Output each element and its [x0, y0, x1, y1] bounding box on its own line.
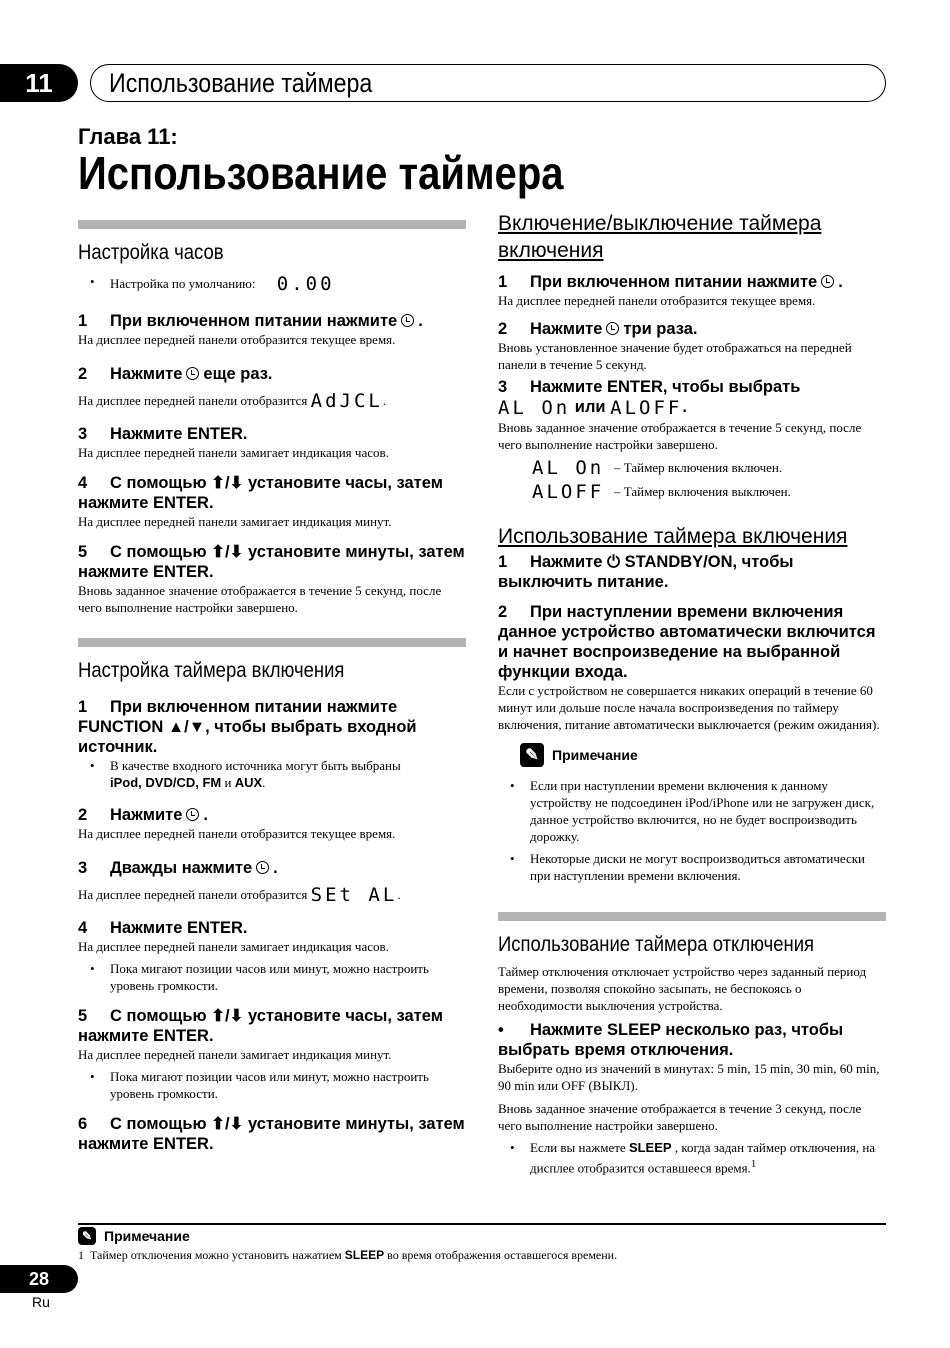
- lcd-al-on: AL On: [498, 397, 571, 419]
- text: – Таймер включения включен.: [614, 460, 783, 475]
- lcd-al-off: ALOFF: [610, 397, 683, 419]
- step-text: С помощью ⬆/⬇ установите часы, затем нажмите ENTER.: [78, 474, 443, 512]
- note-item-2: • Некоторые диски не могут воспроизводиться автоматически при наступлении времени включения.: [498, 850, 886, 884]
- step-text: С помощью ⬆/⬇ установите минуты, затем нажмите ENTER.: [78, 543, 465, 581]
- text: На дисплее передней панели отобразится: [78, 393, 308, 408]
- clock-step-1: 1 При включенном питании нажмите .: [78, 312, 423, 330]
- section-divider: [498, 912, 886, 921]
- step-text: или: [574, 398, 606, 416]
- clock-icon: [401, 314, 414, 327]
- step-text: STANDBY/ON, чтобы выключить питание.: [498, 553, 794, 591]
- wake-step-6: 6 С помощью ⬆/⬇ установите минуты, затем нажмите ENTER.: [78, 1115, 465, 1153]
- wake-step-5-text: На дисплее передней панели замигает индикация минут.: [78, 1047, 392, 1062]
- section-title-onoff: Включение/выключение таймера включения: [498, 212, 822, 262]
- clock-step-5-text: Вновь заданное значение отображается в течение 5 секунд, после чего выполнение настройки завершено.: [78, 583, 442, 615]
- sleep-bullet: [498, 1139, 886, 1176]
- lcd-default: 0.00: [276, 273, 335, 295]
- clock-step-5: 5 С помощью ⬆/⬇ установите минуты, затем нажмите ENTER.: [78, 543, 465, 581]
- footer-rule: [78, 1223, 886, 1225]
- text: На дисплее передней панели отобразится: [78, 887, 308, 902]
- onoff-step-2: 2 Нажмите три раза.: [498, 320, 698, 338]
- clock-step-4: 4 С помощью ⬆/⬇ установите часы, затем нажмите ENTER.: [78, 474, 443, 512]
- step-text: еще раз.: [203, 365, 273, 383]
- wake-step-2-text: На дисплее передней панели отобразится текущее время.: [78, 826, 396, 841]
- onoff-off-row: [498, 481, 886, 503]
- step-text: Нажмите ENTER.: [110, 425, 248, 443]
- wake-step-4-text: На дисплее передней панели замигает индикация часов.: [78, 939, 389, 954]
- text: 1: [78, 1248, 84, 1262]
- onoff-step-3-text: Вновь заданное значение отображается в течение 5 секунд, после чего выполнение настройки завершено.: [498, 420, 862, 452]
- section-divider: [78, 638, 466, 647]
- text: во время отображения оставшегося времени.: [387, 1248, 618, 1262]
- sleep-text-2: Вновь заданное значение отображается в течение 3 секунд, после чего выполнение настройки завершено.: [498, 1101, 862, 1133]
- wake-step-3: 3 Дважды нажмите .: [78, 859, 278, 877]
- right-column: [498, 210, 886, 1176]
- step-text: Нажмите ENTER.: [110, 919, 248, 937]
- onoff-step-3: 3 Нажмите ENTER, чтобы выбрать AL On или ALOFF.: [498, 378, 801, 419]
- text: SLEEP: [344, 1248, 385, 1262]
- note-header: [520, 743, 886, 767]
- text: и: [224, 775, 232, 790]
- step-text: Дважды нажмите: [110, 859, 253, 877]
- onoff-step-1-text: На дисплее передней панели отобразится текущее время.: [498, 293, 816, 308]
- wake-step-5-bullet: • Пока мигают позиции часов или минут, можно настроить уровень громкости.: [78, 1068, 466, 1102]
- footnote-ref: 1: [750, 1158, 757, 1170]
- lcd-setal: SEt AL: [310, 884, 398, 906]
- section-title-sleep: Использование таймера отключения: [498, 933, 815, 956]
- note-label: Примечание: [104, 1228, 190, 1244]
- step-text: При включенном питании нажмите: [110, 312, 398, 330]
- sleep-step: • Нажмите SLEEP несколько раз, чтобы выбрать время отключения.: [498, 1021, 844, 1059]
- step-text: Нажмите: [530, 320, 603, 338]
- step-text: Нажмите: [110, 365, 183, 383]
- chapter-label: Глава 11:: [78, 124, 178, 149]
- clock-step-3-text: На дисплее передней панели замигает индикация часов.: [78, 445, 389, 460]
- text: – Таймер включения выключен.: [614, 484, 791, 499]
- wake-step-4-bullet: • Пока мигают позиции часов или минут, можно настроить уровень громкости.: [78, 960, 466, 994]
- section-title-wake: Настройка таймера включения: [78, 659, 345, 682]
- step-text: Нажмите: [110, 806, 183, 824]
- section-divider: [78, 220, 466, 229]
- clock-icon: [186, 367, 199, 380]
- clock-step-2-text: На дисплее передней панели отобразится AdJCL.: [78, 390, 387, 412]
- page-number: 28: [0, 1265, 78, 1293]
- chapter-number: 11: [25, 67, 53, 98]
- step-text: При наступлении времени включения данное устройство автоматически включится и начнет воспроизведение на выбранной функции входа.: [498, 603, 876, 681]
- step-text: Нажмите ENTER, чтобы выбрать: [530, 378, 801, 396]
- section-title-use: Использование таймера включения: [498, 525, 848, 548]
- text: SLEEP: [628, 1140, 672, 1155]
- clock-icon: [186, 808, 199, 821]
- clock-icon: [256, 861, 269, 874]
- step-text: С помощью ⬆/⬇ установите минуты, затем нажмите ENTER.: [78, 1115, 465, 1153]
- chapter-header-title: Использование таймера: [109, 67, 373, 98]
- onoff-step-2-text: Вновь установленное значение будет отображаться на передней панели в течение 5 секунд.: [498, 340, 852, 372]
- clock-icon: [606, 322, 619, 335]
- page-title: Использование таймера: [78, 147, 564, 199]
- power-icon: ⏻: [607, 553, 621, 571]
- note-pencil-icon: ✎: [78, 1227, 96, 1245]
- onoff-step-1: 1 При включенном питании нажмите .: [498, 273, 843, 291]
- note-pencil-icon: ✎: [520, 743, 544, 767]
- wake-step-1-bullet: • В качестве входного источника могут быть выбраны iPod, DVD/CD, FM и AUX.: [78, 757, 466, 791]
- step-text: Нажмите: [530, 553, 603, 571]
- text: AUX: [234, 775, 263, 790]
- text: Таймер отключения можно установить нажатием: [90, 1248, 342, 1262]
- clock-step-4-text: На дисплее передней панели замигает индикация минут.: [78, 514, 392, 529]
- section-title-clock: Настройка часов: [78, 241, 224, 264]
- use-step-2: 2 При наступлении времени включения данное устройство автоматически включится и начнет воспроизведение на выбранной функции входа.: [498, 603, 876, 681]
- left-column: [78, 220, 466, 1154]
- sleep-text-1: Выберите одно из значений в минутах: 5 min, 15 min, 30 min, 60 min, 90 min или OFF (ВЫКЛ).: [498, 1061, 880, 1093]
- step-text: При включенном питании нажмите FUNCTION ▲/▼, чтобы выбрать входной источник.: [78, 698, 417, 756]
- default-setting: [78, 273, 466, 295]
- wake-step-1: 1 При включенном питании нажмите FUNCTION ▲/▼, чтобы выбрать входной источник.: [78, 698, 417, 756]
- use-step-2-text: Если с устройством не совершается никаких операций в течение 60 минут или дольше после начала воспроизведения по таймеру включения, питание автоматически выключается (режим ожидания).: [498, 683, 880, 732]
- lcd-al-off: ALOFF: [532, 481, 605, 503]
- step-text: три раза.: [623, 320, 698, 338]
- note-item-1: • Если при наступлении времени включения к данному устройству не подсоединен iPod/iPhone или не загружен диск, данное устройство включится, но не будет воспроизводить дорожку.: [498, 777, 886, 845]
- text: , когда задан таймер отключения, на дисплее отобразится оставшееся время.: [530, 1140, 876, 1176]
- sleep-intro: Таймер отключения отключает устройство через заданный период времени, позволяя спокойно засыпать, не беспокоясь о необходимости выключения устройства.: [498, 964, 867, 1013]
- text: Если вы нажмете: [530, 1140, 626, 1155]
- step-text: С помощью ⬆/⬇ установите часы, затем нажмите ENTER.: [78, 1007, 443, 1045]
- step-text: Нажмите SLEEP несколько раз, чтобы выбрать время отключения.: [498, 1021, 844, 1059]
- clock-step-2: 2 Нажмите еще раз.: [78, 365, 273, 383]
- chapter-number-tab: [0, 64, 78, 102]
- wake-step-4: 4 Нажмите ENTER.: [78, 919, 248, 937]
- clock-step-1-text: На дисплее передней панели отобразится текущее время.: [78, 332, 396, 347]
- wake-step-5: 5 С помощью ⬆/⬇ установите часы, затем нажмите ENTER.: [78, 1007, 443, 1045]
- step-text: При включенном питании нажмите: [530, 273, 818, 291]
- clock-step-3: 3 Нажмите ENTER.: [78, 425, 248, 443]
- onoff-on-row: [498, 457, 886, 479]
- text: iPod, DVD/CD, FM: [110, 775, 222, 790]
- footnote: [78, 1248, 617, 1263]
- footnote-header: [78, 1227, 190, 1245]
- lcd-adjcl: AdJCL: [310, 390, 383, 412]
- use-step-1: 1 Нажмите ⏻ STANDBY/ON, чтобы выключить питание.: [498, 553, 794, 591]
- wake-step-2: 2 Нажмите .: [78, 806, 208, 824]
- wake-step-3-text: На дисплее передней панели отобразится SEt AL.: [78, 884, 401, 906]
- default-label: Настройка по умолчанию:: [110, 276, 256, 291]
- note-label: Примечание: [552, 747, 638, 763]
- language-code: Ru: [32, 1294, 50, 1310]
- clock-icon: [821, 275, 834, 288]
- text: В качестве входного источника могут быть выбраны: [110, 758, 401, 773]
- chapter-title-pill: [90, 64, 886, 102]
- lcd-al-on: AL On: [532, 457, 605, 479]
